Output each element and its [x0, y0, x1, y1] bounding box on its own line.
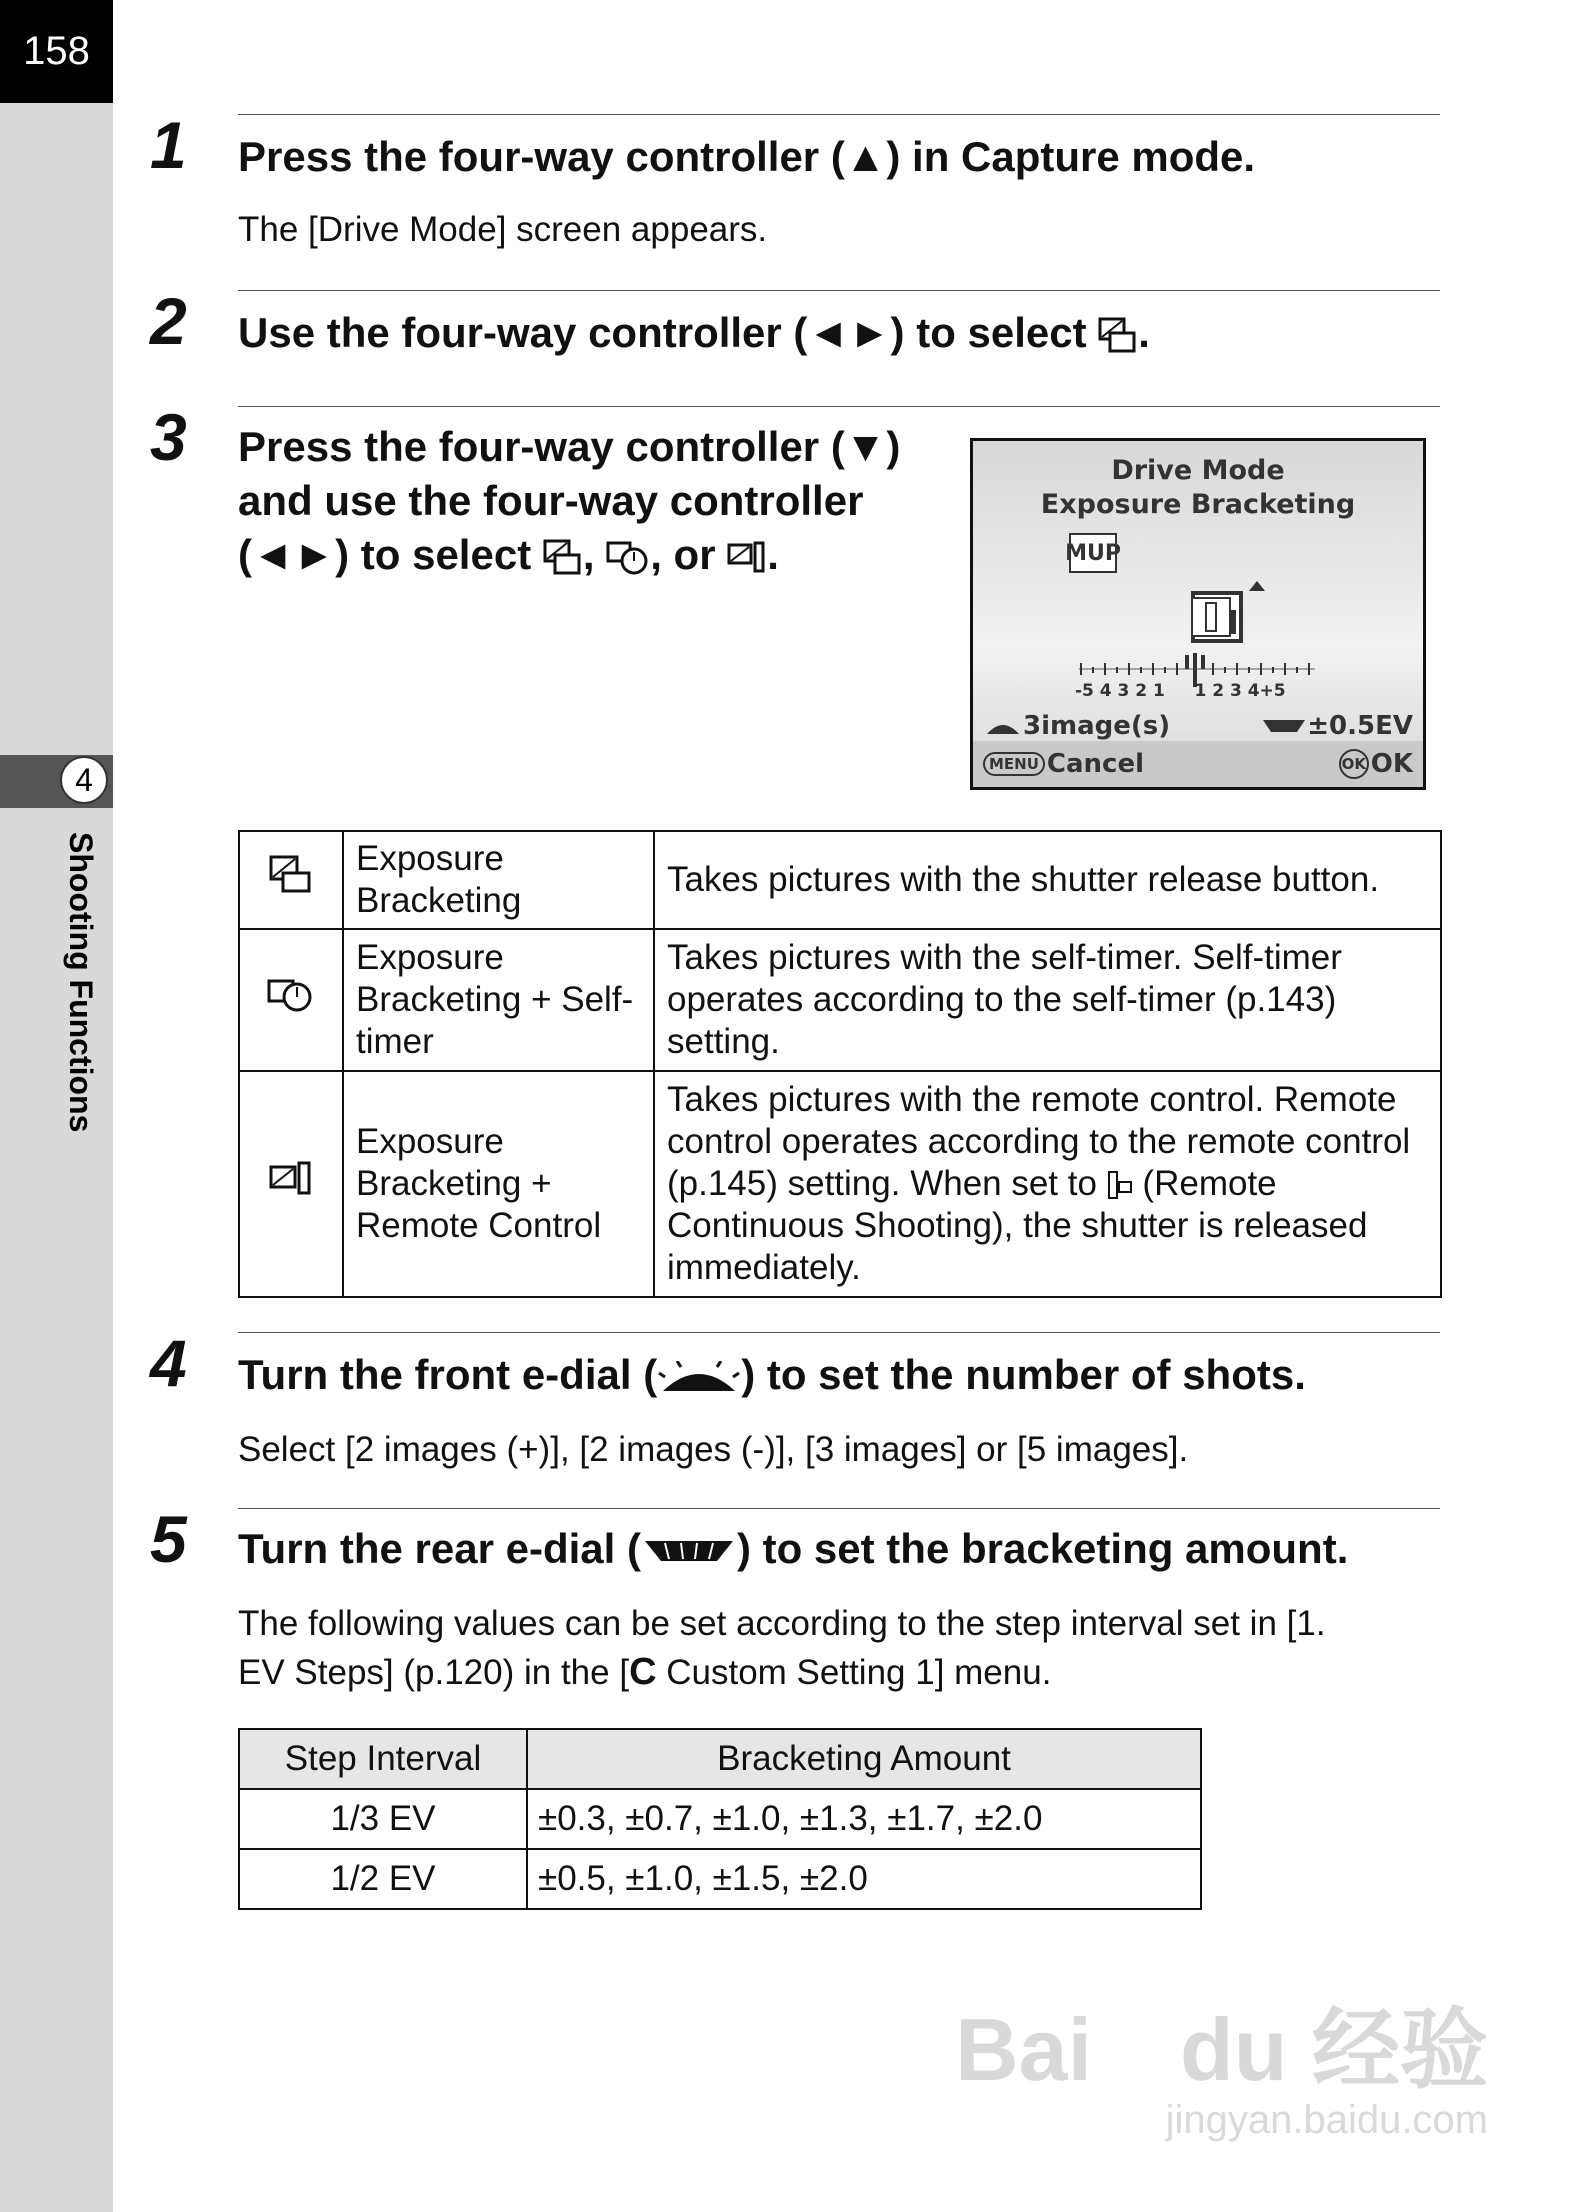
table-row: [239, 929, 1441, 1071]
step-1-instruction: Press the four-way controller (▲) in Capture mode.: [238, 133, 1256, 180]
step-number: 5: [150, 1502, 187, 1576]
divider: [238, 1508, 1440, 1509]
step-4-text: ) to set the number of shots.: [741, 1351, 1306, 1398]
front-dial-icon: [983, 716, 1023, 736]
bracketing-amount-cell: ±0.3, ±0.7, ±1.0, ±1.3, ±1.7, ±2.0: [527, 1789, 1201, 1849]
amount-readout: [1261, 711, 1413, 741]
bracketing-self-timer-icon: [606, 539, 650, 577]
step-1-body: The [Drive Mode] screen appears.: [238, 210, 768, 249]
bracketing-icon: [269, 855, 313, 895]
step-5-body-text: Custom Setting 1] menu.: [656, 1653, 1052, 1692]
column-header: Bracketing Amount: [527, 1729, 1201, 1789]
chapter-number: 4: [60, 756, 108, 804]
rear-dial-icon: [1261, 716, 1307, 736]
separator: ,: [582, 531, 595, 578]
bracketing-remote-icon: [727, 539, 767, 577]
mode-description: Takes pictures with the self-timer. Self-timer operates according to the self-timer (p.143) setting.: [654, 929, 1441, 1071]
divider: [238, 114, 1440, 115]
step-3-end: .: [767, 531, 779, 578]
drive-mode-screen: [970, 438, 1426, 790]
menu-button-badge: MENU: [983, 752, 1045, 776]
front-e-dial-icon: [657, 1361, 741, 1395]
step-interval-cell: 1/2 EV: [239, 1849, 527, 1909]
step-5-instruction: [238, 1522, 1348, 1576]
step-3-line: and use the four-way controller: [238, 477, 864, 524]
table-icon-cell: [239, 929, 343, 1071]
bracketing-self-timer-icon: [267, 975, 315, 1015]
column-header: Step Interval: [239, 1729, 527, 1789]
page-number: 158: [0, 0, 113, 103]
ok-hint: [1339, 749, 1413, 779]
shots-value: 3image(s): [1023, 711, 1171, 741]
table-row: [239, 831, 1441, 929]
divider: [238, 290, 1440, 291]
bracketing-remote-icon: [269, 1159, 313, 1199]
step-2-text: Use the four-way controller (◄►) to select: [238, 309, 1087, 356]
bracketing-mode-table: [238, 830, 1442, 1298]
rear-e-dial-icon: [641, 1535, 737, 1569]
lcd-subtitle: Exposure Bracketing: [1040, 489, 1356, 520]
table-header-row: [239, 1729, 1201, 1789]
custom-setting-icon: C: [629, 1651, 657, 1693]
table-icon-cell: [239, 831, 343, 929]
lcd-title: Drive Mode: [1111, 455, 1285, 486]
step-5-body-line: [238, 1648, 1448, 1697]
mode-name: Exposure Bracketing + Remote Control: [343, 1071, 654, 1297]
step-number: 4: [150, 1326, 187, 1400]
amount-value: ±0.5EV: [1307, 711, 1413, 741]
mode-description-text: (Remote Continuous Shooting), the shutter is released immediately.: [667, 1164, 1368, 1287]
step-2-end: .: [1138, 309, 1150, 356]
exposure-scale-labels: -5 4 3 2 1 1 2 3 4+5: [1075, 681, 1286, 701]
selector-arrow: [1249, 581, 1265, 591]
step-number: 2: [150, 284, 187, 358]
table-row: [239, 1071, 1441, 1297]
step-3-instruction: [238, 420, 958, 582]
step-2-instruction: [238, 306, 1150, 360]
step-interval-cell: 1/3 EV: [239, 1789, 527, 1849]
lcd-footer: [973, 741, 1423, 787]
step-5-body-text: EV Steps] (p.120) in the [: [238, 1653, 630, 1692]
step-3-line: [238, 528, 958, 582]
ok-button-badge: OK: [1339, 749, 1369, 779]
mode-description: Takes pictures with the shutter release button.: [654, 831, 1441, 929]
divider: [238, 406, 1440, 407]
bracketing-amount-cell: ±0.5, ±1.0, ±1.5, ±2.0: [527, 1849, 1201, 1909]
table-row: [239, 1789, 1201, 1849]
mode-name: Exposure Bracketing: [343, 831, 654, 929]
chapter-title: Shooting Functions: [63, 832, 99, 1133]
step-4-text: Turn the front e-dial (: [238, 1351, 658, 1398]
step-number: 3: [150, 400, 187, 474]
step-4-body: Select [2 images (+)], [2 images (-)], [3 images] or [5 images].: [238, 1430, 1189, 1469]
bracketing-amount-table: [238, 1728, 1202, 1910]
mode-name: Exposure Bracketing + Self-timer: [343, 929, 654, 1071]
step-5-body-line: The following values can be set according to the step interval set in [1.: [238, 1604, 1326, 1643]
mode-description: [654, 1071, 1441, 1297]
cancel-hint: [983, 749, 1144, 779]
step-3-line: Press the four-way controller (▼): [238, 423, 901, 470]
table-row: [239, 1849, 1201, 1909]
divider: [238, 1332, 1440, 1333]
step-3-text: (◄►) to select: [238, 531, 532, 578]
shots-readout: [983, 711, 1170, 741]
bracketing-remote-icon: [1191, 597, 1231, 637]
mode-description-text: Takes pictures with the remote control. Remote control operates according to the remote control (p.145) setting. When set to: [667, 1080, 1411, 1203]
step-5-body: [238, 1600, 1448, 1697]
watermark-url: jingyan.baidu.com: [1165, 2098, 1488, 2142]
bracketing-icon: [1098, 317, 1138, 355]
mirror-up-label: MUP: [1069, 533, 1117, 573]
remote-continuous-icon: [1107, 1170, 1133, 1202]
separator: , or: [650, 531, 716, 578]
step-4-instruction: [238, 1348, 1306, 1402]
step-5-text: ) to set the bracketing amount.: [736, 1525, 1349, 1572]
step-5-text: Turn the rear e-dial (: [238, 1525, 641, 1572]
step-number: 1: [150, 108, 187, 182]
cancel-label: Cancel: [1046, 749, 1145, 779]
ok-label: OK: [1370, 749, 1413, 779]
watermark: Bai du 经验: [955, 2000, 1488, 2099]
table-icon-cell: [239, 1071, 343, 1297]
bracketing-icon: [543, 539, 583, 577]
